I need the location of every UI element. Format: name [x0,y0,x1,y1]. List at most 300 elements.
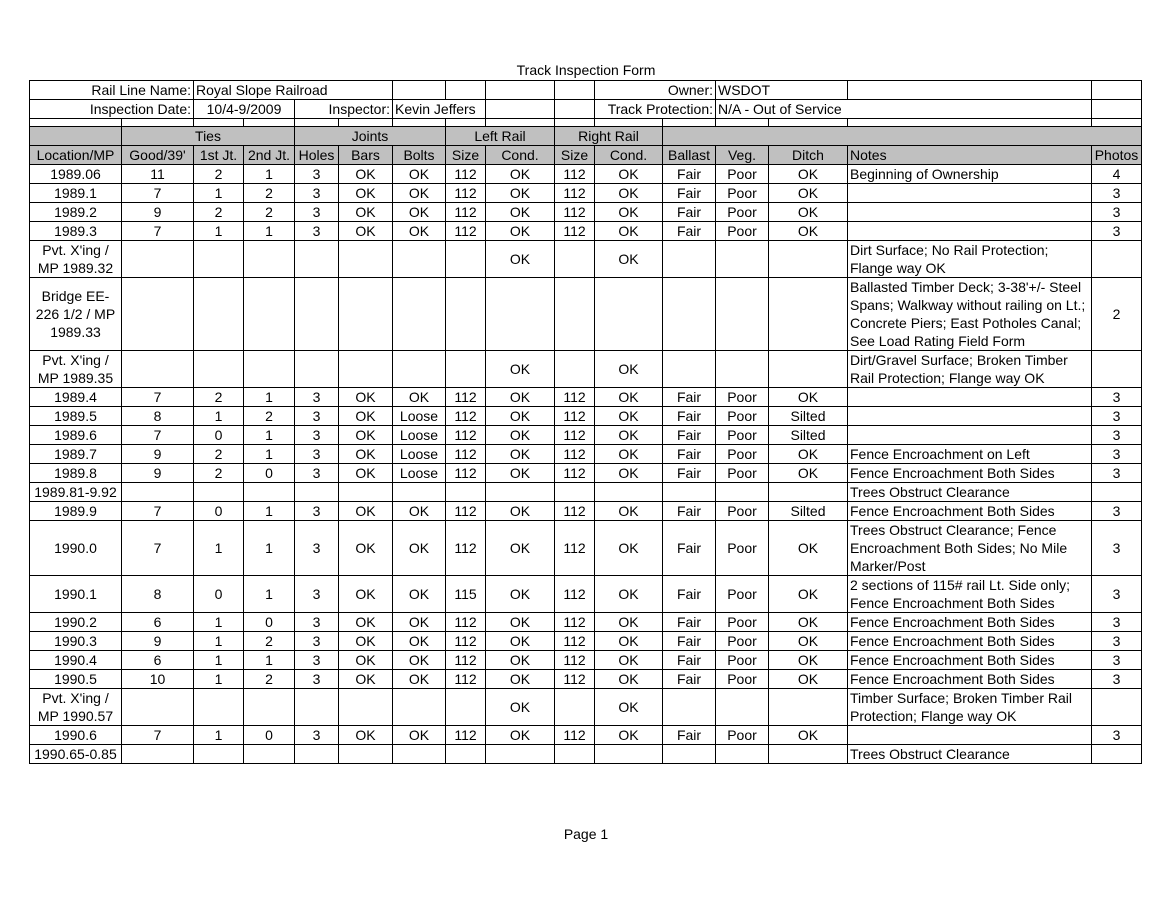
cell-veg: Poor [716,445,769,464]
cell-bars: OK [339,613,393,632]
cell-holes: 3 [295,613,339,632]
cell-good: 6 [122,613,194,632]
cell-bolts [393,241,446,278]
cell-bolts: OK [393,613,446,632]
cell-ballast: Fair [663,445,716,464]
cell-notes: Trees Obstruct Clearance; Fence Encroachment Both Sides; No Mile Marker/Post [848,521,1092,576]
cell-right-cond: OK [595,651,663,670]
cell-good: 11 [122,165,194,184]
cell-good: 7 [122,388,194,407]
cell-location: Pvt. X'ing / MP 1989.32 [30,241,122,278]
cell-right-cond: OK [595,726,663,745]
cell-location: 1990.2 [30,613,122,632]
cell-holes [295,689,339,726]
cell-holes: 3 [295,464,339,483]
cell-bolts: Loose [393,407,446,426]
cell-ditch [769,689,848,726]
cell-bars [339,745,393,764]
cell-bars: OK [339,464,393,483]
cell-left-cond: OK [486,445,555,464]
cell-bolts: OK [393,184,446,203]
table-row [30,388,1142,407]
cell-right-size: 112 [555,651,595,670]
cell-photos: 3 [1092,576,1142,613]
cell-left-cond: OK [486,426,555,445]
cell-good [122,241,194,278]
cell-bars: OK [339,632,393,651]
cell-first-jt: 0 [194,502,244,521]
cell-right-size [555,278,595,351]
cell-notes [848,203,1092,222]
table-row [30,745,1142,764]
cell-photos [1092,483,1142,502]
table-row [30,426,1142,445]
cell-bars: OK [339,165,393,184]
cell-left-cond [486,278,555,351]
cell-ditch: OK [769,203,848,222]
cell-ballast: Fair [663,388,716,407]
cell-photos: 3 [1092,521,1142,576]
cell-bolts [393,689,446,726]
cell-veg [716,241,769,278]
cell-veg [716,689,769,726]
cell-bolts [393,745,446,764]
cell-good: 7 [122,426,194,445]
table-row [30,222,1142,241]
cell-bolts: OK [393,502,446,521]
table-row [30,241,1142,278]
cell-photos: 3 [1092,632,1142,651]
cell-left-cond: OK [486,184,555,203]
cell-photos: 3 [1092,502,1142,521]
cell-bars: OK [339,388,393,407]
cell-right-size [555,689,595,726]
cell-ballast: Fair [663,632,716,651]
inspector-value: Kevin Jeffers [393,100,486,119]
cell-holes: 3 [295,670,339,689]
cell-location: 1990.0 [30,521,122,576]
cell-veg [716,351,769,388]
cell-photos: 3 [1092,388,1142,407]
cell-photos: 3 [1092,445,1142,464]
cell-left-size: 112 [446,502,486,521]
cell-right-cond: OK [595,222,663,241]
cell-bolts [393,351,446,388]
cell-veg: Poor [716,426,769,445]
cell-holes [295,483,339,502]
cell-right-cond [595,483,663,502]
table-row [30,576,1142,613]
cell-left-size: 112 [446,165,486,184]
cell-first-jt: 1 [194,613,244,632]
cell-ballast [663,483,716,502]
table-row [30,726,1142,745]
cell-location: 1989.9 [30,502,122,521]
cell-veg: Poor [716,613,769,632]
cell-notes [848,726,1092,745]
cell-notes: Dirt Surface; No Rail Protection; Flange way OK [848,241,1092,278]
cell-photos: 3 [1092,184,1142,203]
cell-right-cond: OK [595,464,663,483]
cell-notes [848,388,1092,407]
cell-veg: Poor [716,388,769,407]
table-row [30,165,1142,184]
cell-veg: Poor [716,576,769,613]
cell-right-size: 112 [555,165,595,184]
col-header-right-cond: Cond. [595,146,663,165]
cell-bolts: OK [393,222,446,241]
cell-bars: OK [339,445,393,464]
cell-left-size: 112 [446,222,486,241]
cell-ballast: Fair [663,407,716,426]
cell-good [122,351,194,388]
cell-photos [1092,351,1142,388]
cell-left-cond: OK [486,388,555,407]
cell-photos: 3 [1092,203,1142,222]
group-joints: Joints [295,127,446,146]
cell-second-jt: 0 [244,613,295,632]
cell-second-jt: 1 [244,651,295,670]
cell-photos: 3 [1092,651,1142,670]
cell-good [122,483,194,502]
cell-second-jt: 1 [244,445,295,464]
cell-good [122,278,194,351]
cell-location: 1990.3 [30,632,122,651]
cell-left-size: 112 [446,407,486,426]
cell-right-size [555,745,595,764]
cell-photos: 3 [1092,426,1142,445]
cell-location: 1989.81-9.92 [30,483,122,502]
cell-left-size: 112 [446,726,486,745]
owner-label: Owner: [595,81,716,100]
cell-ditch: OK [769,670,848,689]
cell-left-size [446,689,486,726]
cell-location: 1990.6 [30,726,122,745]
col-header-good: Good/39' [122,146,194,165]
table-row [30,464,1142,483]
track-protection-value: N/A - Out of Service [716,100,1092,119]
cell-first-jt: 2 [194,464,244,483]
cell-ditch: Silted [769,426,848,445]
table-row [30,613,1142,632]
cell-location: 1989.6 [30,426,122,445]
cell-veg: Poor [716,502,769,521]
cell-veg: Poor [716,632,769,651]
cell-second-jt [244,483,295,502]
cell-notes: Fence Encroachment Both Sides [848,632,1092,651]
cell-ballast: Fair [663,203,716,222]
cell-bars [339,241,393,278]
cell-holes: 3 [295,407,339,426]
cell-bars: OK [339,184,393,203]
cell-notes: 2 sections of 115# rail Lt. Side only; Fence Encroachment Both Sides [848,576,1092,613]
cell-bolts: OK [393,203,446,222]
cell-ditch: OK [769,464,848,483]
cell-first-jt: 1 [194,651,244,670]
cell-holes [295,745,339,764]
cell-second-jt: 2 [244,670,295,689]
cell-location: 1990.65-0.85 [30,745,122,764]
cell-first-jt: 1 [194,632,244,651]
cell-left-cond: OK [486,203,555,222]
cell-good: 8 [122,576,194,613]
cell-ballast [663,278,716,351]
cell-right-cond: OK [595,445,663,464]
cell-second-jt: 1 [244,388,295,407]
cell-photos [1092,241,1142,278]
cell-left-size: 112 [446,632,486,651]
cell-location: 1989.06 [30,165,122,184]
group-left-rail: Left Rail [446,127,555,146]
cell-second-jt: 1 [244,222,295,241]
cell-notes: Ballasted Timber Deck; 3-38'+/- Steel Spans; Walkway without railing on Lt.; Concrete Piers; East Potholes Canal; See Load Rating Field Form [848,278,1092,351]
cell-ditch: OK [769,388,848,407]
cell-right-cond: OK [595,521,663,576]
cell-ditch: OK [769,222,848,241]
cell-right-cond [595,745,663,764]
cell-left-size [446,745,486,764]
table-row [30,351,1142,388]
cell-first-jt: 2 [194,165,244,184]
cell-bars: OK [339,407,393,426]
cell-first-jt [194,278,244,351]
cell-left-size: 112 [446,426,486,445]
table-row [30,521,1142,576]
cell-location: 1989.3 [30,222,122,241]
cell-left-size [446,278,486,351]
cell-holes: 3 [295,426,339,445]
cell-bolts: OK [393,576,446,613]
cell-left-cond: OK [486,689,555,726]
cell-holes: 3 [295,165,339,184]
cell-second-jt [244,351,295,388]
cell-left-size: 112 [446,670,486,689]
cell-second-jt [244,278,295,351]
cell-right-size: 112 [555,726,595,745]
cell-left-cond: OK [486,651,555,670]
cell-right-cond: OK [595,241,663,278]
cell-right-size: 112 [555,184,595,203]
cell-right-cond: OK [595,203,663,222]
cell-veg: Poor [716,407,769,426]
cell-holes [295,278,339,351]
cell-bolts: OK [393,632,446,651]
cell-right-size: 112 [555,407,595,426]
cell-location: 1989.7 [30,445,122,464]
cell-second-jt: 1 [244,165,295,184]
cell-holes [295,241,339,278]
cell-bars: OK [339,576,393,613]
cell-ditch: Silted [769,502,848,521]
cell-ditch: OK [769,651,848,670]
cell-ballast: Fair [663,651,716,670]
cell-first-jt [194,241,244,278]
table-row [30,407,1142,426]
table-body [30,81,1142,764]
cell-bars: OK [339,502,393,521]
cell-second-jt: 2 [244,203,295,222]
cell-right-size: 112 [555,426,595,445]
column-header-row [30,146,1142,165]
cell-left-size: 112 [446,388,486,407]
cell-notes: Fence Encroachment Both Sides [848,670,1092,689]
cell-left-cond: OK [486,351,555,388]
cell-right-size [555,241,595,278]
cell-notes: Dirt/Gravel Surface; Broken Timber Rail Protection; Flange way OK [848,351,1092,388]
owner-value: WSDOT [716,81,848,100]
col-header-ditch: Ditch [769,146,848,165]
cell-right-size: 112 [555,613,595,632]
cell-left-size [446,241,486,278]
cell-good: 7 [122,222,194,241]
cell-left-cond [486,745,555,764]
cell-second-jt: 1 [244,426,295,445]
table-row [30,483,1142,502]
cell-photos [1092,745,1142,764]
cell-holes: 3 [295,222,339,241]
col-header-photos: Photos [1092,146,1142,165]
cell-notes [848,426,1092,445]
cell-good [122,745,194,764]
cell-right-cond: OK [595,576,663,613]
cell-left-cond: OK [486,464,555,483]
cell-veg: Poor [716,726,769,745]
cell-good: 10 [122,670,194,689]
cell-notes: Fence Encroachment Both Sides [848,464,1092,483]
cell-ballast: Fair [663,502,716,521]
cell-ditch [769,278,848,351]
cell-left-cond: OK [486,632,555,651]
cell-bolts: OK [393,165,446,184]
cell-bolts: OK [393,521,446,576]
cell-second-jt [244,241,295,278]
cell-bars [339,483,393,502]
cell-first-jt: 2 [194,203,244,222]
cell-location: 1989.2 [30,203,122,222]
inspection-date-value: 10/4-9/2009 [194,100,295,119]
cell-good: 6 [122,651,194,670]
cell-first-jt: 0 [194,426,244,445]
cell-photos: 3 [1092,464,1142,483]
cell-left-cond: OK [486,222,555,241]
inspector-label: Inspector: [295,100,393,119]
cell-holes: 3 [295,576,339,613]
cell-notes [848,184,1092,203]
cell-right-cond [595,278,663,351]
cell-right-cond: OK [595,351,663,388]
cell-veg: Poor [716,203,769,222]
cell-notes: Fence Encroachment Both Sides [848,651,1092,670]
cell-left-size: 112 [446,651,486,670]
cell-good: 7 [122,726,194,745]
cell-photos: 2 [1092,278,1142,351]
cell-bolts: Loose [393,464,446,483]
cell-good: 9 [122,203,194,222]
cell-good: 8 [122,407,194,426]
cell-right-size: 112 [555,576,595,613]
cell-ditch [769,483,848,502]
cell-bars: OK [339,670,393,689]
cell-holes: 3 [295,651,339,670]
table-row [30,445,1142,464]
col-header-location: Location/MP [30,146,122,165]
cell-veg: Poor [716,651,769,670]
cell-ballast: Fair [663,613,716,632]
cell-first-jt [194,483,244,502]
cell-location: 1990.1 [30,576,122,613]
cell-left-size: 115 [446,576,486,613]
cell-ditch [769,241,848,278]
cell-right-size: 112 [555,502,595,521]
cell-second-jt: 1 [244,521,295,576]
col-header-holes: Holes [295,146,339,165]
cell-notes: Trees Obstruct Clearance [848,483,1092,502]
cell-bars: OK [339,203,393,222]
cell-right-cond: OK [595,407,663,426]
cell-right-size: 112 [555,464,595,483]
cell-ditch [769,351,848,388]
cell-second-jt: 2 [244,632,295,651]
cell-bars [339,351,393,388]
cell-second-jt: 1 [244,576,295,613]
cell-second-jt: 2 [244,407,295,426]
cell-location: 1990.5 [30,670,122,689]
cell-bars: OK [339,726,393,745]
inspection-date-label: Inspection Date: [30,100,194,119]
cell-ballast: Fair [663,184,716,203]
cell-good: 7 [122,521,194,576]
cell-second-jt: 2 [244,184,295,203]
cell-notes: Fence Encroachment Both Sides [848,613,1092,632]
cell-photos: 3 [1092,670,1142,689]
cell-holes: 3 [295,521,339,576]
col-header-bolts: Bolts [393,146,446,165]
cell-right-cond: OK [595,670,663,689]
table-row [30,689,1142,726]
cell-holes [295,351,339,388]
col-header-second-jt: 2nd Jt. [244,146,295,165]
cell-location: Pvt. X'ing / MP 1989.35 [30,351,122,388]
track-protection-label: Track Protection: [595,100,716,119]
cell-veg [716,278,769,351]
cell-left-size: 112 [446,203,486,222]
cell-second-jt: 0 [244,464,295,483]
col-header-veg: Veg. [716,146,769,165]
cell-bolts [393,483,446,502]
cell-ditch: Silted [769,407,848,426]
cell-ballast [663,351,716,388]
cell-left-cond: OK [486,165,555,184]
cell-bolts: OK [393,388,446,407]
cell-left-cond: OK [486,670,555,689]
group-ties: Ties [122,127,295,146]
cell-veg [716,745,769,764]
spacer-row [30,119,1142,127]
cell-location: Pvt. X'ing / MP 1990.57 [30,689,122,726]
cell-second-jt: 0 [244,726,295,745]
cell-left-size: 112 [446,464,486,483]
cell-right-cond: OK [595,689,663,726]
cell-holes: 3 [295,203,339,222]
col-header-left-size: Size [446,146,486,165]
cell-left-cond: OK [486,407,555,426]
cell-ditch: OK [769,165,848,184]
cell-holes: 3 [295,184,339,203]
cell-bars: OK [339,222,393,241]
cell-good: 9 [122,445,194,464]
group-right-rail: Right Rail [555,127,663,146]
cell-second-jt: 1 [244,502,295,521]
